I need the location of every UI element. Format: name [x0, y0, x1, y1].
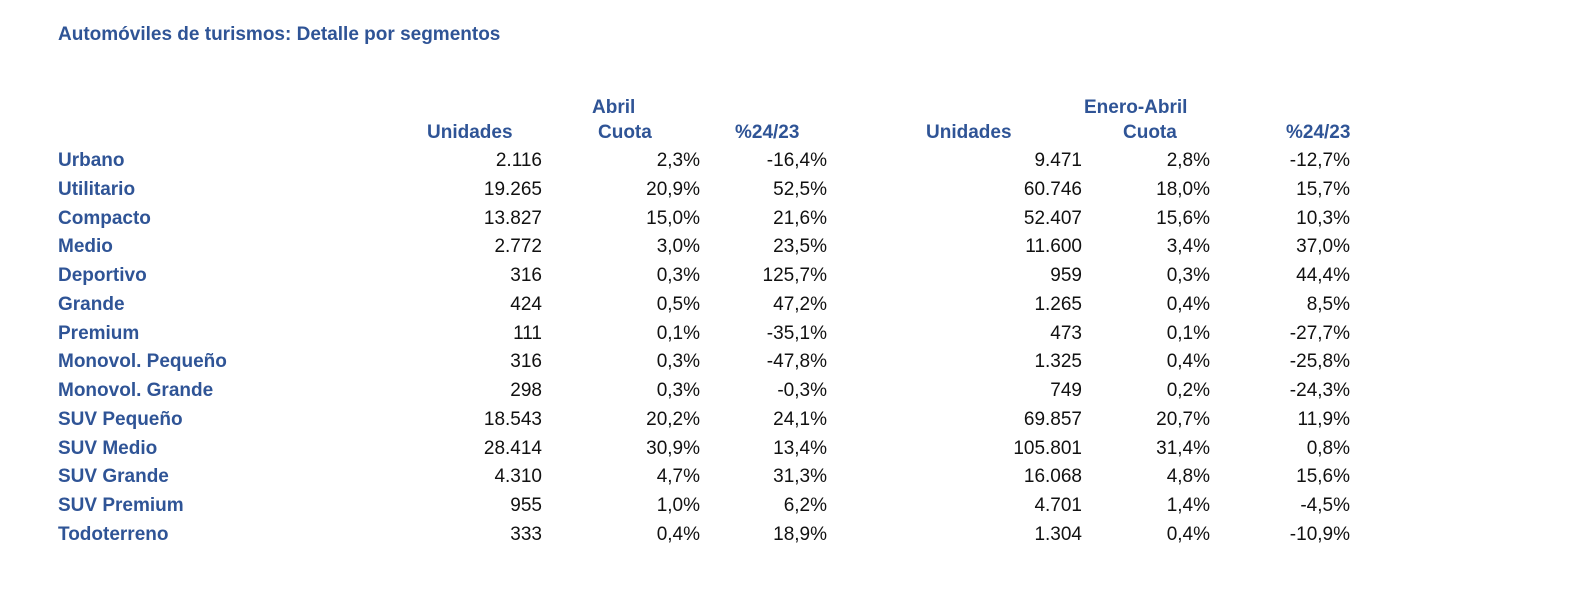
ytd-units-cell: 4.701 — [1034, 495, 1082, 516]
abril-share-cell: 0,3% — [656, 380, 700, 401]
abril-units-cell: 424 — [510, 293, 542, 315]
abril-share-cell: 20,2% — [646, 408, 700, 430]
abril-units-cell: 4.310 — [494, 466, 542, 488]
table-row — [0, 520, 1578, 549]
ytd-share-cell: 0,4% — [1166, 523, 1210, 545]
table-row — [0, 491, 1578, 520]
abril-change-cell: 52,5% — [773, 178, 827, 200]
ytd-share-cell: 1,4% — [1166, 495, 1210, 516]
table-row — [0, 347, 1578, 376]
abril-units-cell: 316 — [510, 265, 542, 286]
abril-change-cell: 125,7% — [762, 265, 827, 286]
col-header-ytd-change: %24/23 — [1286, 122, 1351, 143]
abril-share-cell: 2,3% — [656, 150, 700, 171]
table-row — [0, 146, 1578, 175]
col-header-abril-units: Unidades — [427, 122, 513, 143]
ytd-units-cell: 1.265 — [1034, 293, 1082, 315]
segment-label: Monovol. Pequeño — [58, 351, 227, 373]
abril-share-cell: 0,4% — [656, 523, 700, 545]
segment-label: Monovol. Grande — [58, 380, 214, 401]
abril-change-cell: 21,6% — [773, 207, 827, 229]
abril-units-cell: 2.116 — [495, 150, 542, 171]
ytd-change-cell: -12,7% — [1289, 150, 1350, 171]
abril-units-cell: 298 — [510, 380, 542, 401]
table-row — [0, 376, 1578, 405]
col-header-ytd-units: Unidades — [926, 122, 1012, 143]
col-header-ytd-share: Cuota — [1123, 122, 1177, 143]
segment-label: Todoterreno — [58, 523, 169, 545]
ytd-change-cell: 15,7% — [1296, 178, 1350, 200]
table-row — [0, 462, 1578, 491]
abril-units-cell: 28.414 — [483, 437, 542, 459]
ytd-change-cell: -24,3% — [1289, 380, 1350, 401]
abril-share-cell: 20,9% — [646, 178, 700, 200]
abril-change-cell: 24,1% — [773, 408, 827, 430]
ytd-units-cell: 105.801 — [1013, 437, 1082, 459]
ytd-share-cell: 31,4% — [1156, 437, 1210, 459]
ytd-share-cell: 2,8% — [1166, 150, 1210, 171]
abril-share-cell: 15,0% — [646, 207, 700, 229]
ytd-units-cell: 16.068 — [1023, 466, 1082, 488]
abril-units-cell: 13.827 — [483, 207, 542, 229]
ytd-share-cell: 0,2% — [1166, 380, 1210, 401]
ytd-change-cell: 15,6% — [1296, 466, 1350, 488]
ytd-share-cell: 4,8% — [1166, 466, 1210, 488]
ytd-share-cell: 15,6% — [1156, 207, 1210, 229]
abril-change-cell: -35,1% — [766, 322, 827, 344]
segment-label: Grande — [58, 293, 125, 315]
table-row — [0, 261, 1578, 290]
segment-label: Premium — [58, 322, 140, 344]
col-header-abril-change: %24/23 — [735, 122, 800, 143]
segment-label: Urbano — [58, 150, 125, 171]
segment-label: Compacto — [58, 207, 151, 229]
segment-label: Medio — [58, 236, 113, 258]
ytd-change-cell: -4,5% — [1300, 495, 1350, 516]
abril-share-cell: 1,0% — [656, 495, 700, 516]
table-row — [0, 434, 1578, 463]
abril-change-cell: 6,2% — [783, 495, 827, 516]
ytd-units-cell: 52.407 — [1023, 207, 1082, 229]
ytd-share-cell: 0,4% — [1166, 351, 1210, 373]
abril-change-cell: -47,8% — [766, 351, 827, 373]
segment-label: Deportivo — [58, 265, 147, 286]
abril-change-cell: 47,2% — [773, 293, 827, 315]
ytd-share-cell: 18,0% — [1156, 178, 1210, 200]
ytd-share-cell: 20,7% — [1156, 408, 1210, 430]
ytd-change-cell: 11,9% — [1297, 408, 1350, 430]
table-row — [0, 405, 1578, 434]
ytd-units-cell: 959 — [1050, 265, 1082, 286]
abril-units-cell: 18.543 — [483, 408, 542, 430]
abril-units-cell: 2.772 — [494, 236, 542, 258]
abril-share-cell: 30,9% — [646, 437, 700, 459]
ytd-change-cell: 0,8% — [1306, 437, 1350, 459]
abril-change-cell: 31,3% — [773, 466, 827, 488]
abril-units-cell: 316 — [510, 351, 542, 373]
table-row — [0, 204, 1578, 233]
abril-units-cell: 333 — [510, 523, 542, 545]
segment-label: SUV Grande — [58, 466, 169, 488]
ytd-change-cell: -27,7% — [1289, 322, 1350, 344]
segment-label: SUV Medio — [58, 437, 158, 459]
segment-label: SUV Pequeño — [58, 408, 183, 430]
ytd-units-cell: 60.746 — [1023, 178, 1082, 200]
period-header-abril: Abril — [592, 97, 636, 118]
ytd-units-cell: 11.600 — [1025, 236, 1082, 258]
table-row — [0, 319, 1578, 348]
abril-share-cell: 0,3% — [656, 351, 700, 373]
ytd-change-cell: 44,4% — [1296, 265, 1350, 286]
abril-share-cell: 3,0% — [656, 236, 700, 258]
period-header-enero-abril: Enero-Abril — [1084, 97, 1188, 118]
ytd-change-cell: 10,3% — [1296, 207, 1350, 229]
abril-units-cell: 111 — [513, 322, 542, 344]
ytd-units-cell: 749 — [1050, 380, 1082, 401]
segment-label: SUV Premium — [58, 495, 184, 516]
table-row — [0, 175, 1578, 204]
segment-label: Utilitario — [58, 178, 136, 200]
abril-change-cell: -0,3% — [777, 380, 827, 401]
abril-share-cell: 4,7% — [656, 466, 700, 488]
abril-change-cell: 18,9% — [773, 523, 827, 545]
abril-units-cell: 955 — [510, 495, 542, 516]
ytd-share-cell: 0,1% — [1166, 322, 1210, 344]
ytd-units-cell: 1.304 — [1034, 523, 1082, 545]
ytd-share-cell: 0,3% — [1166, 265, 1210, 286]
ytd-share-cell: 0,4% — [1166, 293, 1210, 315]
abril-change-cell: 13,4% — [773, 437, 827, 459]
col-header-abril-share: Cuota — [598, 122, 652, 143]
ytd-units-cell: 473 — [1050, 322, 1082, 344]
ytd-change-cell: -25,8% — [1289, 351, 1350, 373]
abril-share-cell: 0,5% — [656, 293, 700, 315]
ytd-change-cell: -10,9% — [1289, 523, 1350, 545]
abril-change-cell: -16,4% — [766, 150, 827, 171]
table-row — [0, 232, 1578, 261]
abril-units-cell: 19.265 — [483, 178, 542, 200]
ytd-units-cell: 69.857 — [1023, 408, 1082, 430]
page-title: Automóviles de turismos: Detalle por segmentos — [58, 24, 501, 45]
abril-share-cell: 0,3% — [656, 265, 700, 286]
abril-change-cell: 23,5% — [773, 236, 827, 258]
ytd-change-cell: 37,0% — [1296, 236, 1350, 258]
abril-share-cell: 0,1% — [656, 322, 700, 344]
ytd-share-cell: 3,4% — [1166, 236, 1210, 258]
table-row — [0, 290, 1578, 319]
ytd-change-cell: 8,5% — [1306, 293, 1350, 315]
ytd-units-cell: 9.471 — [1034, 150, 1082, 171]
ytd-units-cell: 1.325 — [1034, 351, 1082, 373]
